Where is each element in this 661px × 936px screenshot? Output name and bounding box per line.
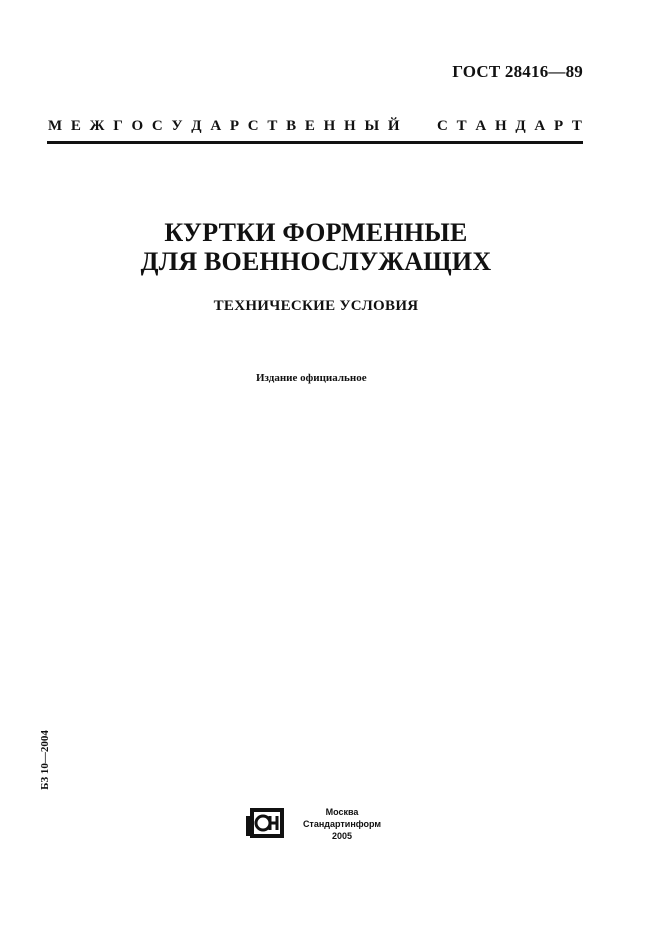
heading-letter: А <box>475 118 487 134</box>
header-rule <box>47 141 583 144</box>
publisher-block <box>296 806 388 842</box>
heading-letter: Д <box>515 118 526 134</box>
heading-letter: Д <box>191 118 202 134</box>
heading-letter: Й <box>387 118 400 134</box>
title-line-1: КУРТКИ ФОРМЕННЫЕ <box>164 218 468 247</box>
heading-letter: Т <box>456 118 467 134</box>
heading-letter: Н <box>494 118 507 134</box>
heading-letter: А <box>534 118 546 134</box>
heading-letter: С <box>437 118 448 134</box>
heading-letter: Р <box>554 118 564 134</box>
heading-letter: Т <box>571 118 582 134</box>
standartinform-logo-icon <box>246 806 288 840</box>
heading-letter: О <box>131 118 144 134</box>
side-code <box>37 730 53 790</box>
gost-number: ГОСТ 28416—89 <box>452 62 583 81</box>
interstate-standard-heading <box>48 118 582 135</box>
heading-letter: Ж <box>89 118 105 134</box>
heading-letter: Г <box>113 118 123 134</box>
heading-letter: Н <box>344 118 356 134</box>
publisher-year: 2005 <box>331 831 353 841</box>
edition-label: Издание официальное <box>256 372 367 384</box>
heading-letter: Р <box>229 118 240 134</box>
title-line-2: ДЛЯ ВОЕННОСЛУЖАЩИХ <box>140 247 492 276</box>
side-code-text: БЗ 10—2004 <box>39 730 51 790</box>
heading-letter: М <box>48 118 63 134</box>
heading-letter: А <box>210 118 222 134</box>
publisher-name: Стандартинформ <box>302 819 382 829</box>
heading-letter: Е <box>70 118 81 134</box>
document-title <box>0 218 632 276</box>
heading-letter: Н <box>323 118 336 134</box>
publisher-city: Москва <box>325 807 359 817</box>
heading-letter: С <box>151 118 163 134</box>
heading-word-gap <box>408 118 428 135</box>
heading-letter: В <box>286 118 297 134</box>
heading-letter: Т <box>267 118 278 134</box>
heading-letter: Ы <box>364 118 380 134</box>
heading-letter: С <box>247 118 259 134</box>
document-subtitle: ТЕХНИЧЕСКИЕ УСЛОВИЯ <box>213 298 419 314</box>
heading-letter: Е <box>304 118 315 134</box>
heading-letter: У <box>171 118 183 134</box>
